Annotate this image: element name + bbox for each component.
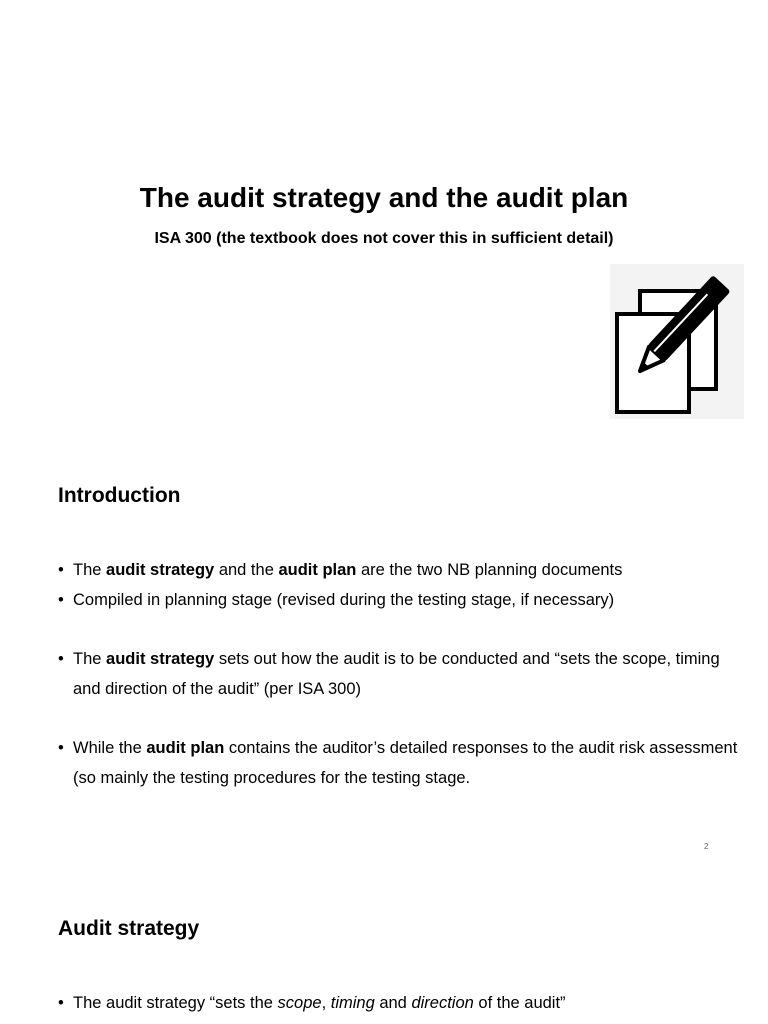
text: The audit strategy “sets the bbox=[73, 994, 278, 1012]
page-number: 2 bbox=[704, 842, 709, 851]
italic-text: timing bbox=[330, 994, 375, 1012]
text: of the audit” bbox=[473, 994, 566, 1012]
text: and the bbox=[214, 561, 279, 579]
text: Compiled in planning stage (revised during the testing stage, if necessary) bbox=[73, 590, 615, 609]
audit-strategy-heading: Audit strategy bbox=[58, 917, 200, 940]
bold-text: audit strategy bbox=[106, 561, 215, 579]
audit-strategy-list bbox=[58, 989, 738, 1019]
introduction-heading: Introduction bbox=[58, 484, 181, 507]
text: and bbox=[374, 994, 412, 1012]
list-item bbox=[58, 989, 738, 1019]
edit-document-icon-graphic bbox=[610, 264, 744, 419]
list-item bbox=[58, 586, 738, 616]
list-item bbox=[58, 645, 738, 704]
bold-text: audit strategy bbox=[106, 650, 215, 668]
text: While the bbox=[73, 739, 147, 757]
page-title: The audit strategy and the audit plan bbox=[139, 182, 629, 213]
page-subtitle: ISA 300 (the textbook does not cover this in sufficient detail) bbox=[154, 230, 614, 247]
edit-document-icon bbox=[610, 264, 744, 419]
bold-text: audit plan bbox=[278, 561, 357, 579]
text: sets out how the audit is to be conducted and “sets the scope, timing and direction of the audit” (per ISA 300) bbox=[73, 650, 720, 698]
text: , bbox=[321, 994, 331, 1012]
text: contains the auditor’s detailed responses to the audit risk assessment (so mainly the testing procedures for the testing stage. bbox=[73, 739, 738, 787]
list-item bbox=[58, 556, 738, 586]
text: The bbox=[73, 650, 107, 668]
italic-text: scope bbox=[277, 994, 322, 1012]
italic-text: direction bbox=[411, 994, 474, 1012]
introduction-list bbox=[58, 556, 738, 793]
text: are the two NB planning documents bbox=[356, 561, 623, 579]
text: The bbox=[73, 561, 107, 579]
list-item bbox=[58, 734, 738, 793]
bold-text: audit plan bbox=[146, 739, 225, 757]
